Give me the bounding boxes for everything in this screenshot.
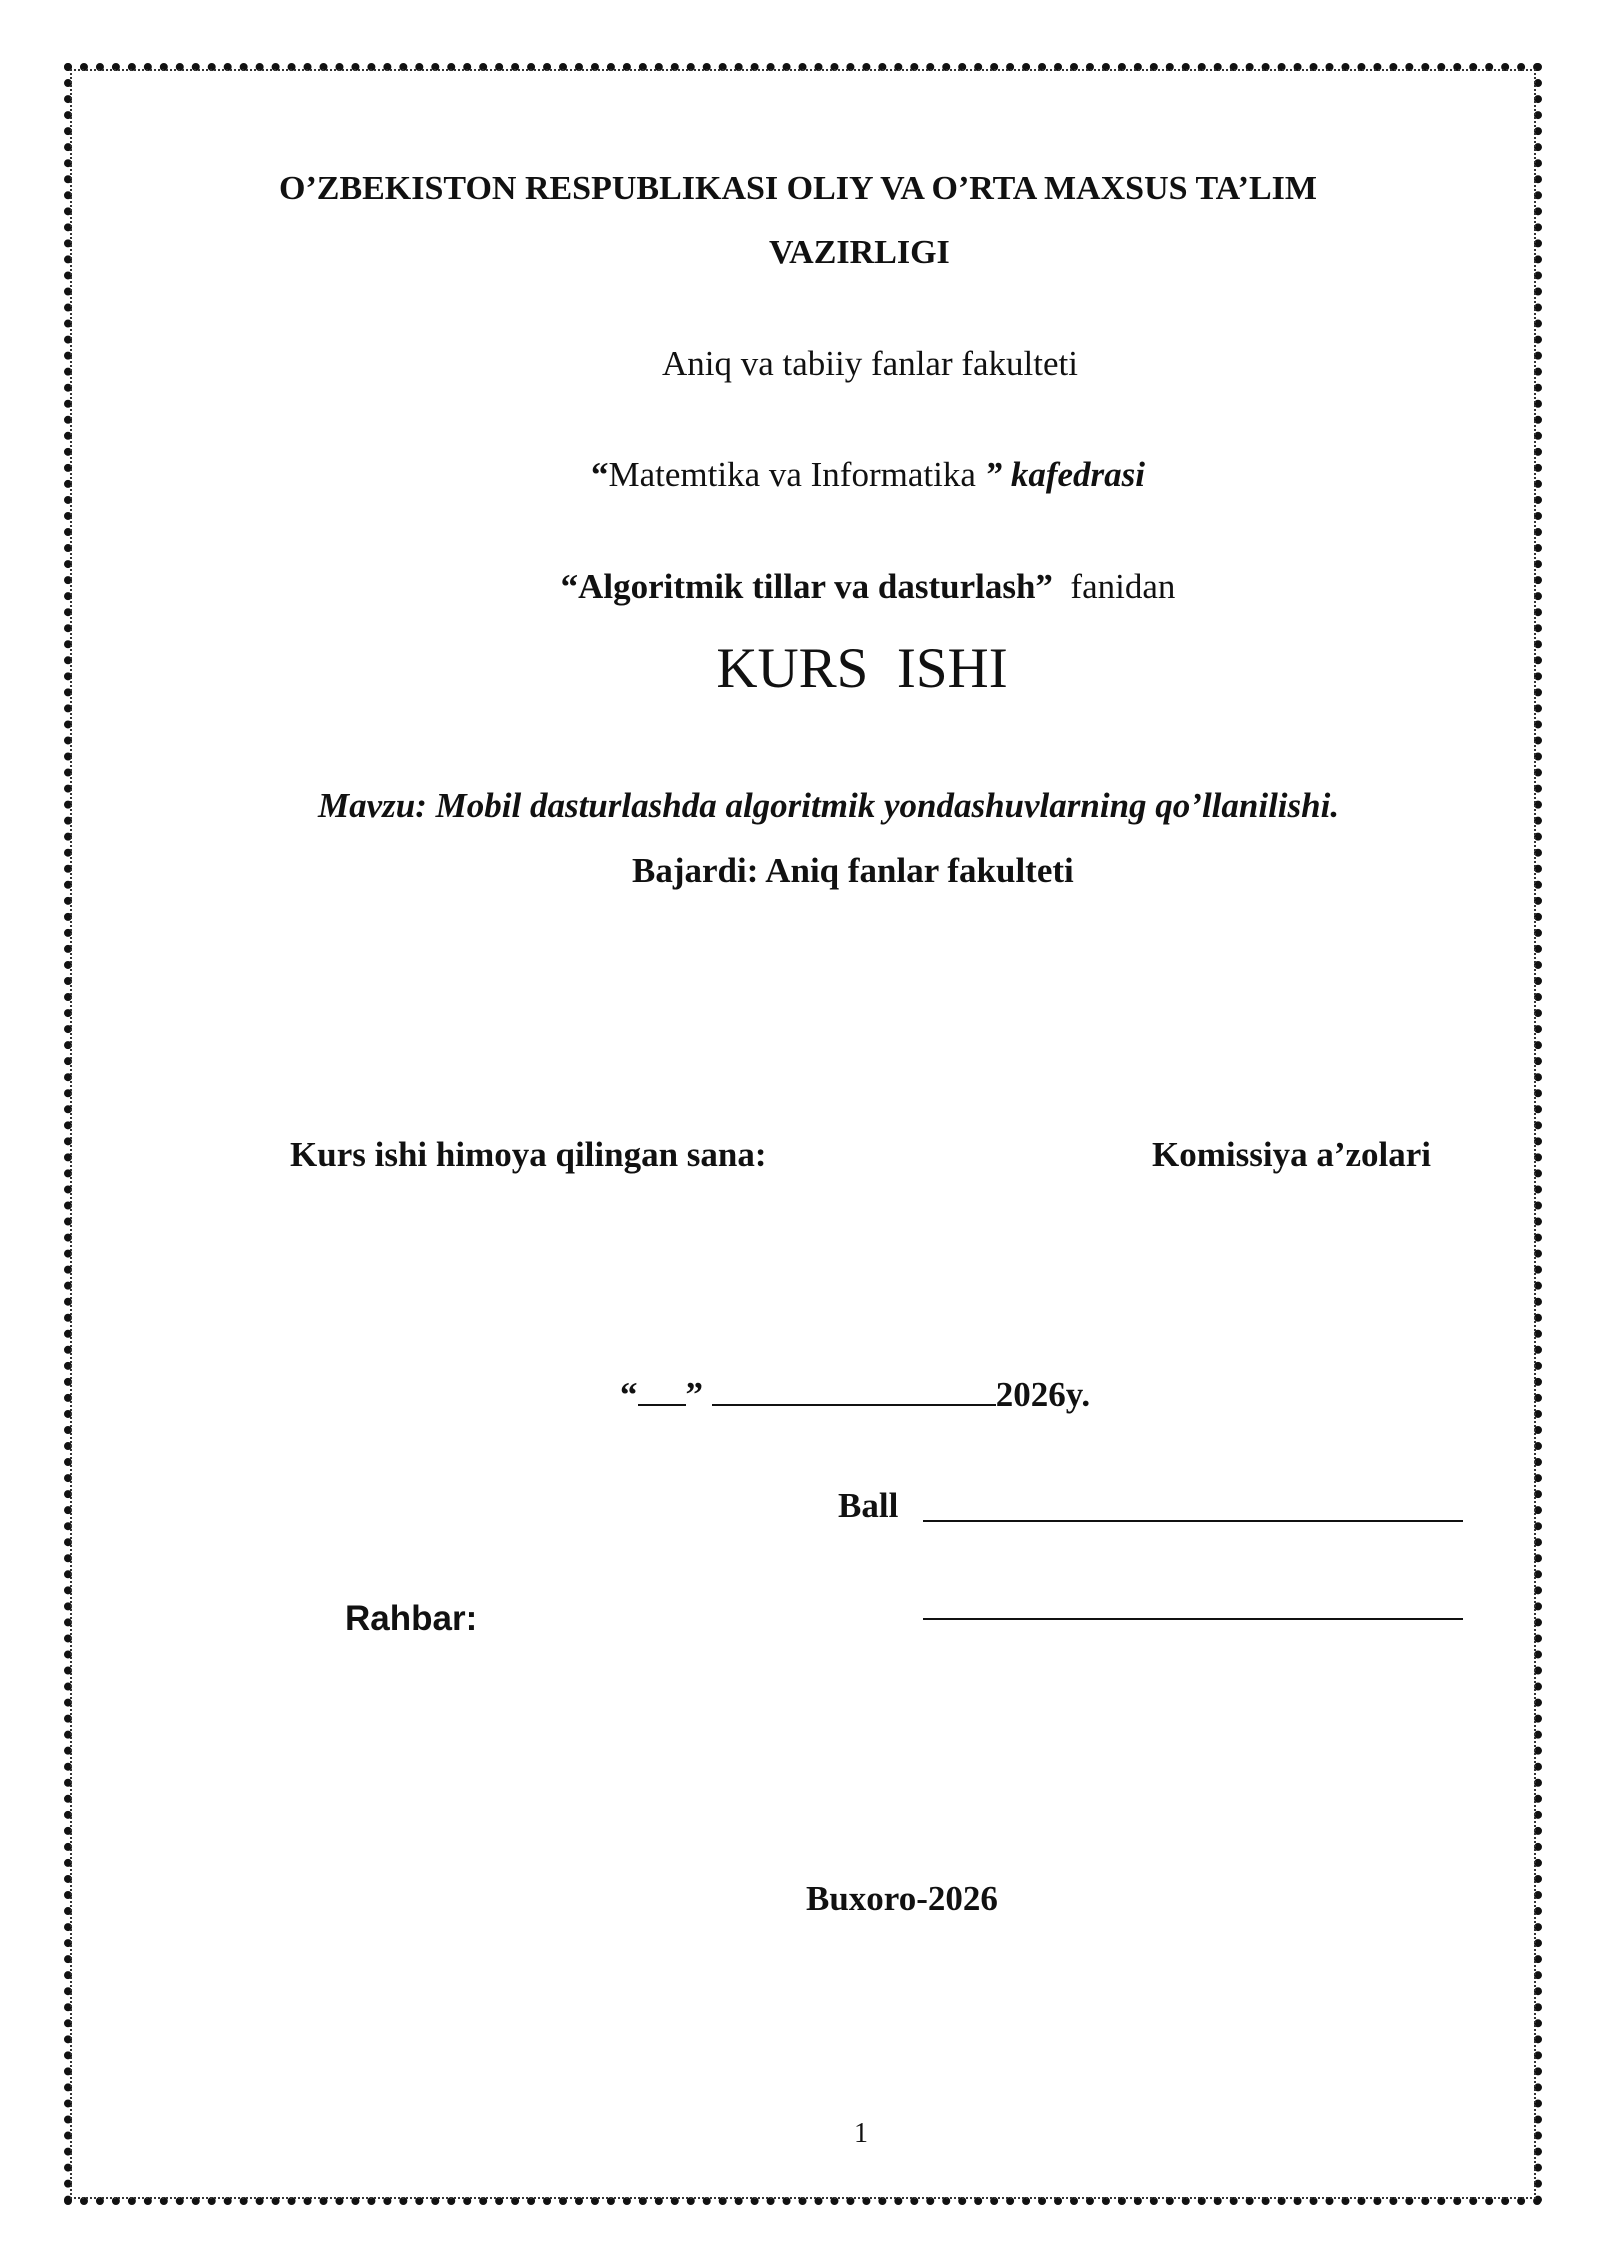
- department-suffix: ” kafedrasi: [984, 455, 1146, 494]
- ministry-title-line-2: VAZIRLIGI: [769, 234, 950, 271]
- day-blank: [638, 1376, 686, 1406]
- performer-line: Bajardi: Aniq fanlar fakulteti: [632, 851, 1074, 890]
- supervisor-signature-line: [923, 1618, 1463, 1620]
- page-number: 1: [854, 2118, 868, 2149]
- score-label: Ball: [838, 1486, 899, 1525]
- city-year: Buxoro-2026: [806, 1879, 998, 1918]
- defense-date-line: [620, 1376, 1090, 1412]
- page-border-inner: [70, 69, 1536, 2199]
- subject-suffix: fanidan: [1052, 567, 1176, 606]
- score-signature-line: [923, 1520, 1463, 1522]
- commission-label: Komissiya a’zolari: [1152, 1135, 1431, 1174]
- department-line: [0, 457, 1600, 492]
- subject-name: “Algoritmik tillar va dasturlash”: [560, 567, 1053, 606]
- topic-line: Mavzu: Mobil dasturlashda algoritmik yondashuvlarning qo’llanilishi.: [318, 786, 1340, 825]
- supervisor-label: Rahbar:: [345, 1599, 478, 1638]
- department-open-quote: “: [590, 455, 609, 494]
- faculty-name: Aniq va tabiiy fanlar fakulteti: [662, 344, 1078, 383]
- month-blank: [712, 1376, 996, 1406]
- document-title: KURS ISHI: [716, 637, 1008, 700]
- date-close-quote: ”: [685, 1375, 703, 1414]
- department-name: Matemtika va Informatika: [608, 455, 985, 494]
- subject-line: [0, 569, 1600, 604]
- defense-date-label: Kurs ishi himoya qilingan sana:: [290, 1135, 767, 1174]
- ministry-title-line-1: O’ZBEKISTON RESPUBLIKASI OLIY VA O’RTA MAXSUS TA’LIM: [279, 170, 1317, 207]
- date-year: 2026y.: [995, 1375, 1091, 1414]
- date-open-quote: “: [620, 1375, 638, 1414]
